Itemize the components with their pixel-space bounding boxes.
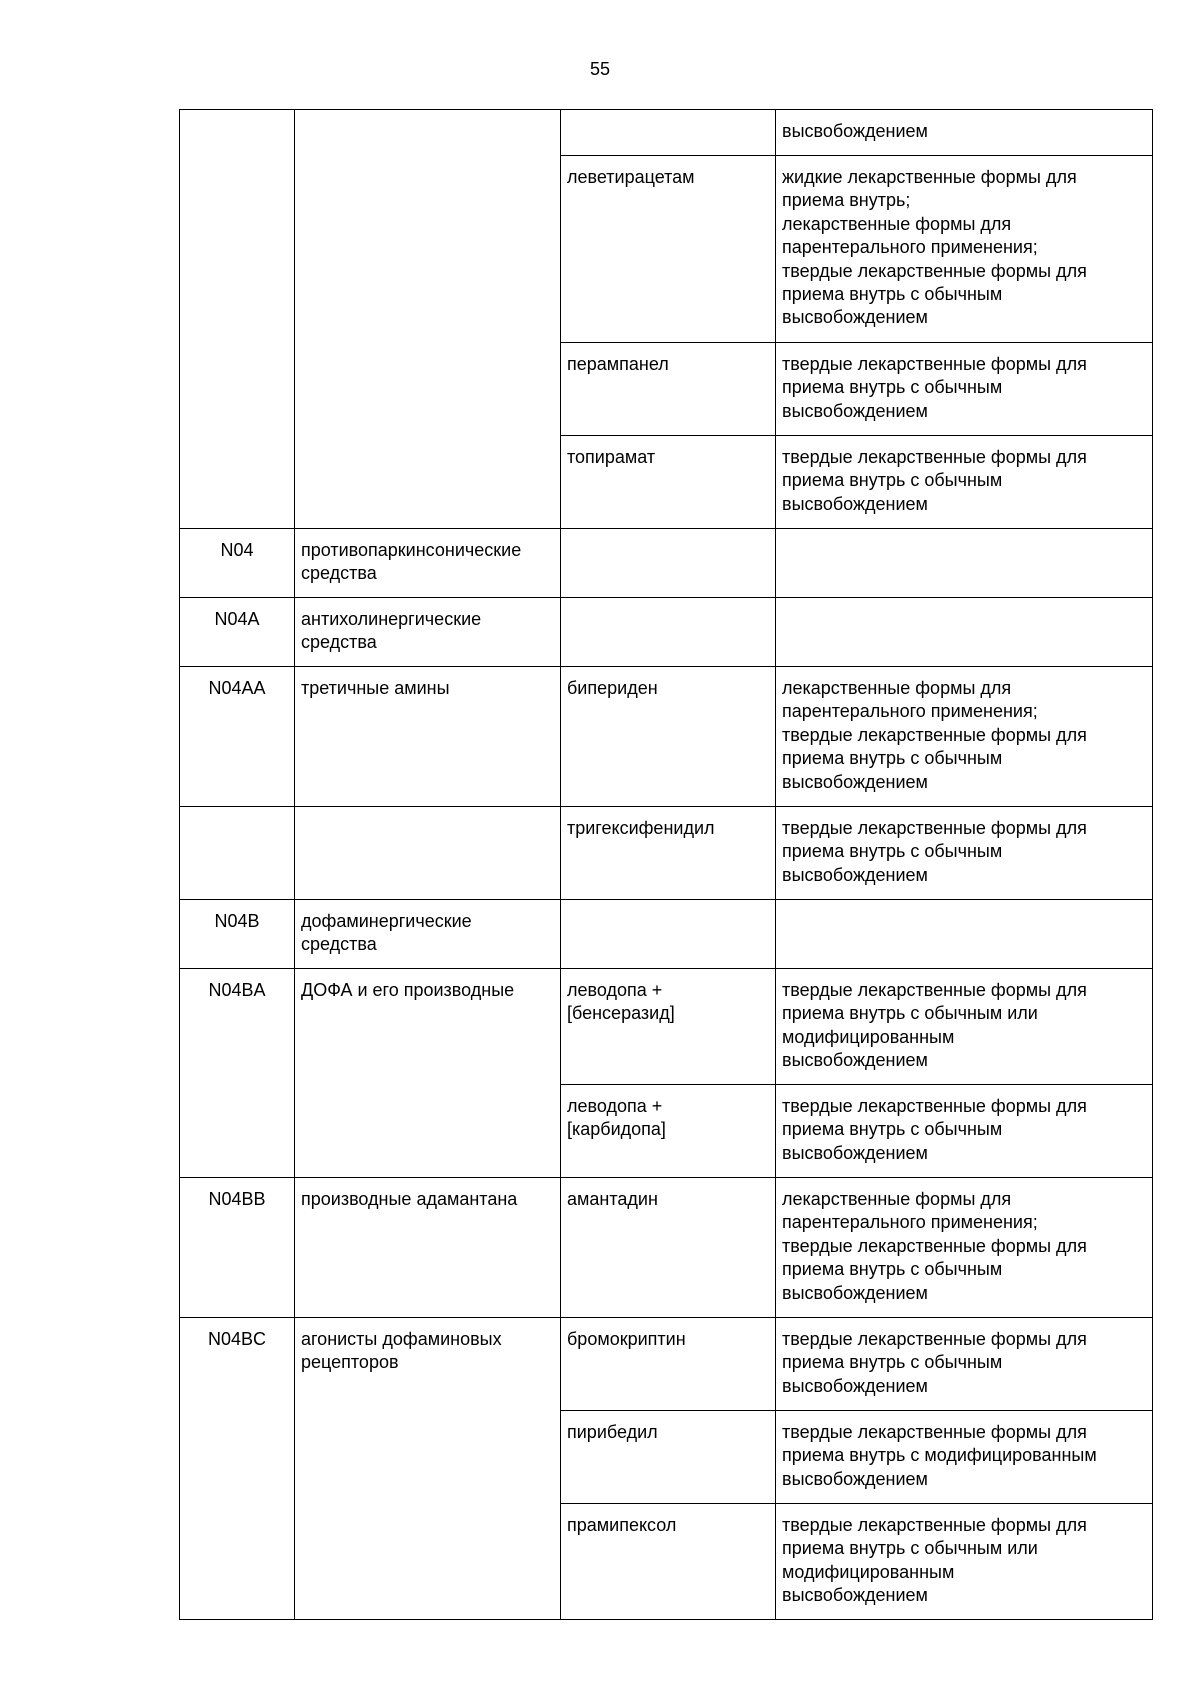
group-line: дофаминергические: [301, 911, 472, 931]
drug-name: прамипексол: [567, 1515, 677, 1535]
forms-cell: [776, 156, 1153, 343]
forms-line: приема внутрь с обычным: [782, 748, 1003, 769]
group-cell: [295, 110, 561, 529]
forms-line: приема внутрь с обычным: [782, 1352, 1003, 1373]
forms-line: приема внутрь с обычным: [782, 1119, 1003, 1140]
drug-cell: [561, 1085, 776, 1178]
atc-code: N04A: [214, 609, 260, 629]
forms-cell: [776, 900, 1153, 969]
atc-code: N04AA: [208, 678, 266, 698]
table-row: [180, 529, 1153, 598]
forms-line: высвобождением: [782, 493, 928, 514]
forms-line: приема внутрь с обычным: [782, 470, 1003, 491]
forms-line: твердые лекарственные формы для: [782, 1096, 1087, 1116]
forms-cell: [776, 110, 1153, 156]
atc-code-cell: [180, 667, 295, 807]
drug-cell: [561, 667, 776, 807]
forms-line: высвобождением: [782, 121, 928, 141]
table-row: [180, 1178, 1153, 1318]
forms-line: высвобождением: [782, 771, 928, 792]
group-line: рецепторов: [301, 1352, 399, 1373]
atc-code: N04BC: [207, 1329, 267, 1349]
forms-line: твердые лекарственные формы для: [782, 1422, 1087, 1442]
atc-code-cell: [180, 1178, 295, 1318]
group-line: средства: [301, 934, 377, 955]
group-cell: [295, 969, 561, 1178]
table-row: [180, 1318, 1153, 1411]
forms-line: твердые лекарственные формы для: [782, 980, 1087, 1000]
drug-cell: [561, 1411, 776, 1504]
drug-cell: [561, 1318, 776, 1411]
forms-line: приема внутрь с обычным: [782, 284, 1003, 305]
drug-cell: [561, 110, 776, 156]
forms-line: приема внутрь;: [782, 190, 911, 211]
drug-name: перампанел: [567, 354, 669, 374]
drug-name: топирамат: [567, 447, 656, 467]
forms-line: приема внутрь с обычным или: [782, 1003, 1038, 1024]
forms-line: модифицированным: [782, 1026, 955, 1047]
forms-line: модифицированным: [782, 1561, 955, 1582]
forms-line: приема внутрь с обычным: [782, 1259, 1003, 1280]
drug-cell: [561, 807, 776, 900]
forms-line: высвобождением: [782, 1585, 928, 1606]
group-line: третичные амины: [301, 678, 450, 698]
forms-line: твердые лекарственные формы для: [782, 260, 1087, 281]
group-line: ДОФА и его производные: [301, 980, 515, 1000]
forms-line: твердые лекарственные формы для: [782, 1235, 1087, 1256]
drug-name: тригексифенидил: [567, 818, 715, 838]
drug-table: [179, 109, 1153, 1620]
forms-line: высвобождением: [782, 1468, 928, 1489]
drug-name: леводопа +: [567, 1096, 663, 1116]
drug-name: [карбидопа]: [567, 1119, 666, 1140]
group-cell: [295, 1178, 561, 1318]
forms-line: высвобождением: [782, 1142, 928, 1163]
forms-cell: [776, 529, 1153, 598]
drug-cell: [561, 969, 776, 1085]
page-number: 55: [589, 59, 611, 79]
forms-line: лекарственные формы для: [782, 1189, 1012, 1209]
atc-code: N04: [220, 540, 254, 560]
forms-line: твердые лекарственные формы для: [782, 354, 1087, 374]
drug-name: бипериден: [567, 678, 658, 698]
forms-line: высвобождением: [782, 1050, 928, 1071]
atc-code: N04B: [214, 911, 260, 931]
drug-name: леводопа +: [567, 980, 663, 1000]
forms-cell: [776, 1085, 1153, 1178]
forms-cell: [776, 1178, 1153, 1318]
atc-code-cell: [180, 110, 295, 529]
forms-cell: [776, 969, 1153, 1085]
forms-line: приема внутрь с модифицированным: [782, 1445, 1097, 1466]
table-row: [180, 667, 1153, 807]
forms-line: высвобождением: [782, 400, 928, 421]
forms-cell: [776, 343, 1153, 436]
drug-name: амантадин: [567, 1189, 658, 1209]
atc-code-cell: [180, 598, 295, 667]
group-line: антихолинергические: [301, 609, 482, 629]
forms-line: парентерального применения;: [782, 701, 1038, 722]
forms-line: приема внутрь с обычным: [782, 841, 1003, 862]
forms-line: высвобождением: [782, 1282, 928, 1303]
forms-line: лекарственные формы для: [782, 678, 1012, 698]
table-row: [180, 807, 1153, 900]
forms-cell: [776, 436, 1153, 529]
group-cell: [295, 529, 561, 598]
forms-line: твердые лекарственные формы для: [782, 1329, 1087, 1349]
forms-line: твердые лекарственные формы для: [782, 447, 1087, 467]
drug-cell: [561, 1504, 776, 1620]
forms-line: высвобождением: [782, 1375, 928, 1396]
atc-code: N04BA: [208, 980, 266, 1000]
group-cell: [295, 667, 561, 807]
group-cell: [295, 1318, 561, 1620]
table-row: [180, 900, 1153, 969]
drug-cell: [561, 343, 776, 436]
atc-code-cell: [180, 529, 295, 598]
forms-line: лекарственные формы для: [782, 213, 1012, 234]
forms-cell: [776, 1318, 1153, 1411]
drug-name: леветирацетам: [567, 167, 695, 187]
group-cell: [295, 807, 561, 900]
group-line: противопаркинсонические: [301, 540, 522, 560]
forms-line: парентерального применения;: [782, 1212, 1038, 1233]
forms-line: высвобождением: [782, 864, 928, 885]
forms-line: твердые лекарственные формы для: [782, 818, 1087, 838]
forms-line: приема внутрь с обычным или: [782, 1538, 1038, 1559]
group-line: средства: [301, 632, 377, 653]
forms-cell: [776, 1504, 1153, 1620]
drug-name: бромокриптин: [567, 1329, 686, 1349]
table-row: [180, 110, 1153, 156]
drug-cell: [561, 436, 776, 529]
forms-cell: [776, 667, 1153, 807]
forms-cell: [776, 598, 1153, 667]
table-row: [180, 969, 1153, 1085]
group-cell: [295, 900, 561, 969]
atc-code-cell: [180, 969, 295, 1178]
forms-line: высвобождением: [782, 307, 928, 328]
atc-code-cell: [180, 900, 295, 969]
atc-code: N04BB: [208, 1189, 266, 1209]
atc-code-cell: [180, 1318, 295, 1620]
drug-name: [бенсеразид]: [567, 1003, 675, 1024]
drug-cell: [561, 900, 776, 969]
forms-line: жидкие лекарственные формы для: [782, 167, 1077, 187]
forms-cell: [776, 807, 1153, 900]
table-row: [180, 598, 1153, 667]
group-cell: [295, 598, 561, 667]
drug-name: пирибедил: [567, 1422, 658, 1442]
atc-code-cell: [180, 807, 295, 900]
forms-cell: [776, 1411, 1153, 1504]
forms-line: твердые лекарственные формы для: [782, 724, 1087, 745]
drug-cell: [561, 1178, 776, 1318]
drug-cell: [561, 156, 776, 343]
drug-cell: [561, 529, 776, 598]
drug-cell: [561, 598, 776, 667]
group-line: агонисты дофаминовых: [301, 1329, 502, 1349]
forms-line: парентерального применения;: [782, 237, 1038, 258]
forms-line: приема внутрь с обычным: [782, 377, 1003, 398]
group-line: средства: [301, 563, 377, 584]
group-line: производные адамантана: [301, 1189, 518, 1209]
forms-line: твердые лекарственные формы для: [782, 1515, 1087, 1535]
